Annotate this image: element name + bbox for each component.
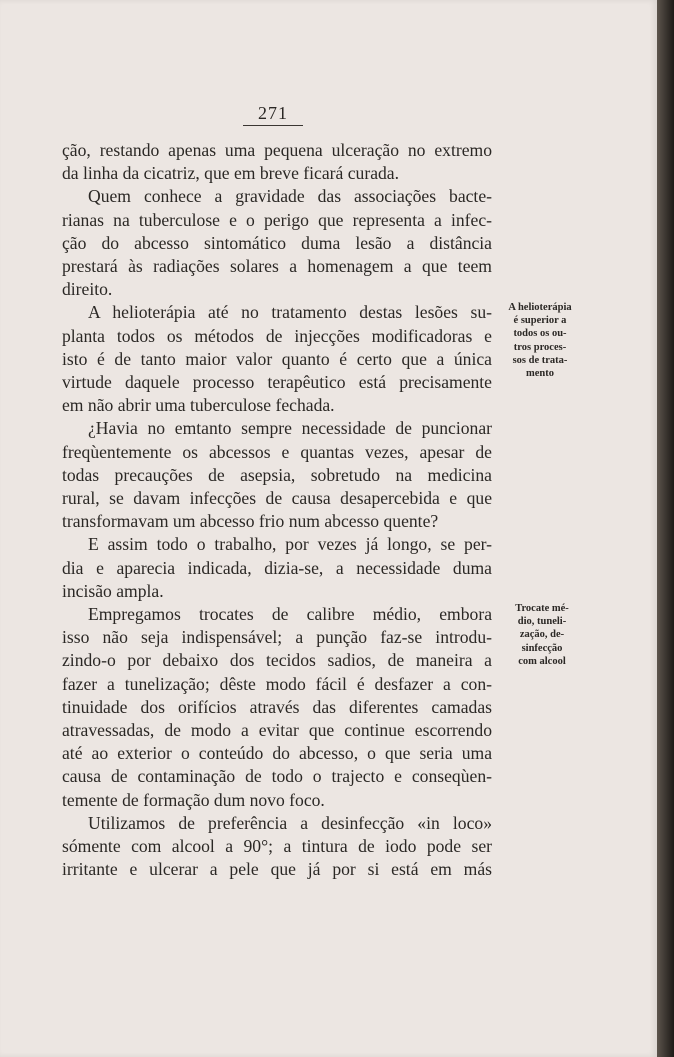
text-line: ¿Havia no emtanto sempre necessidade de puncionar xyxy=(88,418,492,439)
text-line: A helioterápia até no tratamento destas lesões su- xyxy=(88,302,492,323)
text-line: virtude daquele processo terapêutico está precisamente xyxy=(62,372,492,393)
text-line: causa de contaminação de todo o trajecto e conseqùen- xyxy=(62,766,492,787)
text-line: fazer a tunelização; dêste modo fácil é desfazer a con- xyxy=(62,673,492,694)
text-line: zindo-o por debaixo dos tecidos sadios, de maneira a xyxy=(62,650,492,671)
text-line: em não abrir uma tuberculose fechada. xyxy=(62,395,335,416)
margin-note-line: sinfecção xyxy=(521,642,563,654)
margin-note-heliotherapy xyxy=(500,301,580,380)
margin-note-line: com alcool xyxy=(518,655,566,667)
text-line: isto é de tanto maior valor quanto é certo que a única xyxy=(62,348,492,369)
margin-note-line: tros proces- xyxy=(513,341,567,353)
text-line: Quem conhece a gravidade das associações bacte- xyxy=(88,186,492,207)
text-line: ção do abcesso sintomático duma lesão a distância xyxy=(62,232,492,253)
text-line: temente de formação dum novo foco. xyxy=(62,789,325,810)
margin-note-line: Trocate mé- xyxy=(515,603,569,614)
text-line: transformavam um abcesso frio num abcesso quente? xyxy=(62,511,439,532)
page-edge-shadow xyxy=(657,0,674,1057)
text-line: direito. xyxy=(62,279,113,300)
text-line: ção, restando apenas uma pequena ulceração no extremo xyxy=(62,140,492,160)
text-line: da linha da cicatriz, que em breve ficará curada. xyxy=(62,163,400,184)
page-number-rule xyxy=(243,125,303,126)
text-line: rianas na tuberculose e o perigo que representa a infec- xyxy=(62,209,492,230)
text-line: freqùentemente os abcessos e quantas vezes, apesar de xyxy=(62,441,492,462)
text-line: atravessadas, de modo a evitar que continue escorrendo xyxy=(62,720,492,741)
text-line: rural, se davam infecções de causa desapercebida e que xyxy=(62,488,492,509)
margin-note-line: todos os ou- xyxy=(513,328,567,340)
body-text xyxy=(62,139,492,882)
text-line: E assim todo o trabalho, por vezes já longo, se per- xyxy=(88,534,492,555)
text-line: incisão ampla. xyxy=(62,580,164,601)
text-line: até ao exterior o conteúdo do abcesso, o que seria uma xyxy=(62,743,492,764)
text-line: irritante e ulcerar a pele que já por si está em más xyxy=(62,859,492,880)
text-line: dia e aparecia indicada, dizia-se, a necessidade duma xyxy=(62,557,492,578)
text-line: planta todos os métodos de injecções modificadoras e xyxy=(62,325,492,346)
margin-note-line: zação, de- xyxy=(519,629,565,641)
margin-note-line: é superior a xyxy=(513,315,567,327)
text-line: sómente com alcool a 90°; a tintura de iodo pode ser xyxy=(62,836,492,857)
margin-note-line: dio, tuneli- xyxy=(517,616,567,628)
margin-note-line: mento xyxy=(526,368,554,380)
margin-note-trocate xyxy=(502,602,582,668)
margin-note-line: A helioterápia xyxy=(508,302,572,313)
margin-note-line: sos de trata- xyxy=(512,354,568,366)
text-line: isso não seja indispensável; a punção faz-se introdu- xyxy=(62,627,492,648)
text-line: Empregamos trocates de calibre médio, embora xyxy=(88,604,492,625)
page-number: 271 xyxy=(258,103,288,123)
text-line: prestará às radiações solares a homenagem a que teem xyxy=(62,256,492,277)
text-line: todas precauções de asepsia, sobretudo na medicina xyxy=(62,464,492,485)
text-line: tinuidade dos orifícios através das diferentes camadas xyxy=(62,696,492,717)
text-line: Utilizamos de preferência a desinfecção «in loco» xyxy=(88,812,492,833)
